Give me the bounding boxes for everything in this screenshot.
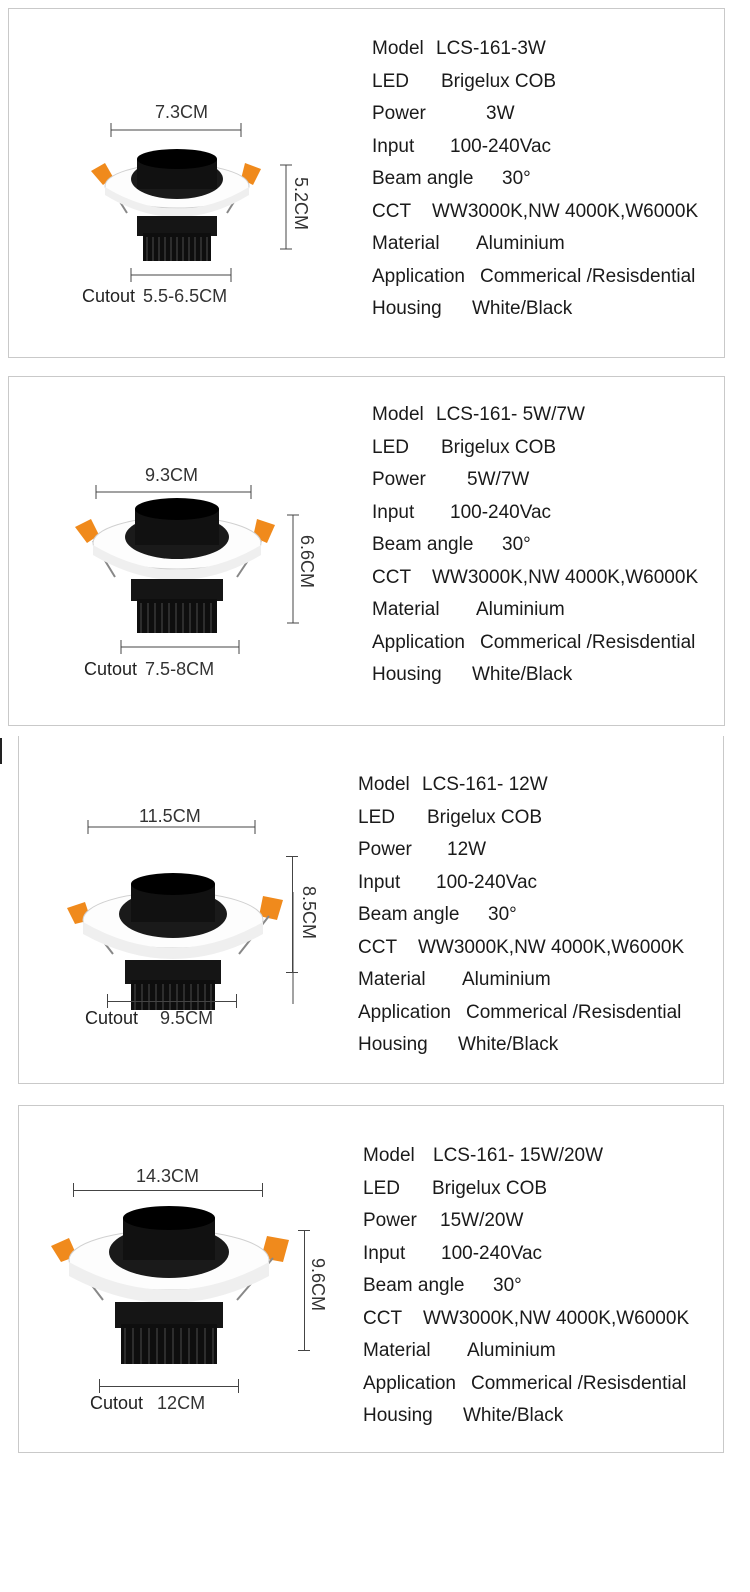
- spec-row-led: LED Brigelux COB: [372, 436, 557, 458]
- height-dim-tick-top: [298, 1230, 310, 1231]
- product-card-2: [8, 376, 725, 726]
- cutout-title: Cutout: [84, 659, 138, 679]
- spec-row-model: Model LCS-161- 5W/7W: [372, 404, 585, 425]
- cutout-title: Cutout: [82, 286, 136, 306]
- cutout-label: [85, 1008, 213, 1029]
- spec-row-application: Application Commerical /Resisdential: [358, 1001, 682, 1023]
- spec-list: [372, 399, 698, 692]
- spec-row-beam-angle: Beam angle 30°: [372, 168, 531, 189]
- product-card-4: [18, 1105, 724, 1453]
- edge-mark: [0, 738, 2, 764]
- width-dim-tick-right: [262, 1183, 263, 1197]
- spec-row-housing: Housing White/Black: [372, 664, 573, 685]
- downlight-image: [71, 483, 311, 653]
- height-label: 9.6CM: [308, 1258, 328, 1312]
- cutout-dim-tick-right: [238, 1379, 239, 1393]
- spec-row-material: Material Aluminium: [372, 233, 565, 254]
- spec-row-beam-angle: Beam angle 30°: [363, 1275, 522, 1296]
- cutout-value: 5.5-6.5CM: [143, 286, 228, 306]
- cutout-title: Cutout: [90, 1393, 144, 1413]
- width-dim-tick-left: [73, 1183, 74, 1197]
- spec-row-material: Material Aluminium: [372, 599, 565, 620]
- height-dim-tick-bottom: [298, 1350, 310, 1351]
- spec-list: [358, 769, 684, 1062]
- width-label: 14.3CM: [136, 1166, 200, 1186]
- spec-row-led: LED Brigelux COB: [372, 70, 557, 92]
- cutout-dim-tick-left: [107, 994, 108, 1008]
- product-card-3: [18, 736, 724, 1084]
- spec-row-cct: CCT WW3000K,NW 4000K,W6000K: [363, 1307, 690, 1329]
- spec-row-led: LED Brigelux COB: [363, 1177, 548, 1199]
- cutout-label: [84, 659, 214, 680]
- spec-row-input: Input 100-240Vac: [363, 1242, 543, 1264]
- cutout-dim-line: [99, 1386, 239, 1387]
- height-label: 6.6CM: [297, 535, 317, 589]
- spec-row-led: LED Brigelux COB: [358, 806, 543, 828]
- spec-row-model: Model LCS-161- 12W: [358, 774, 548, 795]
- spec-row-input: Input 100-240Vac: [372, 135, 552, 157]
- cutout-value: 9.5CM: [160, 1008, 214, 1028]
- spec-row-power: Power 5W/7W: [372, 469, 530, 490]
- width-label: 9.3CM: [145, 465, 199, 485]
- spec-list: [363, 1140, 689, 1433]
- cutout-dim-line: [107, 1001, 237, 1002]
- spec-row-housing: Housing White/Black: [363, 1405, 564, 1426]
- width-label: 7.3CM: [155, 102, 209, 122]
- width-dim-line: [73, 1190, 263, 1191]
- height-dim-tick-bottom: [286, 972, 298, 973]
- spec-row-application: Application Commerical /Resisdential: [372, 265, 696, 287]
- spec-list: [372, 33, 698, 326]
- height-dim-line: [292, 856, 293, 972]
- spec-row-power: Power 12W: [358, 839, 487, 860]
- cutout-value: 7.5-8CM: [145, 659, 215, 679]
- cutout-label: [82, 286, 227, 307]
- downlight-image: [47, 1200, 307, 1380]
- spec-row-cct: CCT WW3000K,NW 4000K,W6000K: [372, 566, 699, 588]
- width-label: 11.5CM: [139, 806, 201, 826]
- downlight-image: [63, 824, 313, 1004]
- height-label: 8.5CM: [299, 886, 319, 940]
- downlight-image: [81, 121, 301, 281]
- spec-row-application: Application Commerical /Resisdential: [372, 631, 696, 653]
- cutout-label: [90, 1393, 205, 1414]
- spec-row-material: Material Aluminium: [358, 969, 551, 990]
- spec-row-housing: Housing White/Black: [372, 298, 573, 319]
- spec-row-beam-angle: Beam angle 30°: [358, 904, 517, 925]
- spec-row-beam-angle: Beam angle 30°: [372, 534, 531, 555]
- spec-row-housing: Housing White/Black: [358, 1034, 559, 1055]
- spec-row-model: Model LCS-161- 15W/20W: [363, 1145, 604, 1166]
- cutout-dim-tick-right: [236, 994, 237, 1008]
- height-dim-tick-top: [286, 856, 298, 857]
- spec-row-power: Power 15W/20W: [363, 1210, 524, 1231]
- spec-row-model: Model LCS-161-3W: [372, 38, 546, 59]
- spec-row-cct: CCT WW3000K,NW 4000K,W6000K: [358, 936, 685, 958]
- cutout-title: Cutout: [85, 1008, 139, 1028]
- spec-row-material: Material Aluminium: [363, 1340, 556, 1361]
- cutout-value: 12CM: [157, 1393, 206, 1413]
- height-dim-line: [304, 1230, 305, 1350]
- spec-row-input: Input 100-240Vac: [358, 871, 538, 893]
- product-card-1: [8, 8, 725, 358]
- height-label: 5.2CM: [291, 177, 311, 231]
- spec-row-input: Input 100-240Vac: [372, 501, 552, 523]
- spec-row-power: Power 3W: [372, 103, 515, 124]
- spec-row-cct: CCT WW3000K,NW 4000K,W6000K: [372, 200, 699, 222]
- cutout-dim-tick-left: [99, 1379, 100, 1393]
- spec-row-application: Application Commerical /Resisdential: [363, 1372, 687, 1394]
